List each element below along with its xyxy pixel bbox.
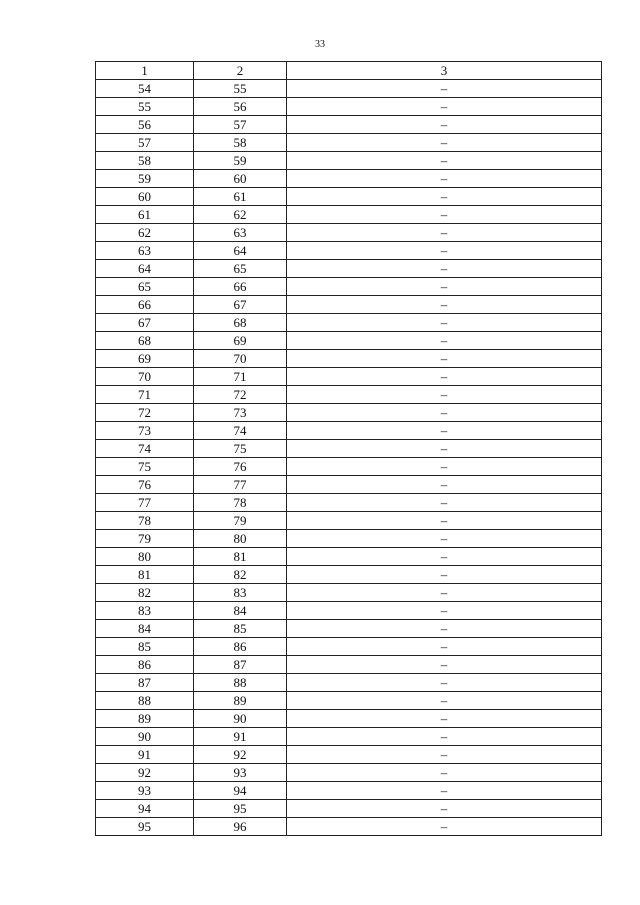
cell-col-2: 91	[194, 728, 287, 746]
cell-col-2: 95	[194, 800, 287, 818]
cell-col-2: 78	[194, 494, 287, 512]
cell-col-1: 86	[96, 656, 194, 674]
cell-col-3: –	[287, 152, 602, 170]
cell-col-1: 55	[96, 98, 194, 116]
cell-col-1: 87	[96, 674, 194, 692]
cell-col-1: 91	[96, 746, 194, 764]
table-row	[96, 782, 602, 800]
table-row	[96, 422, 602, 440]
table-row	[96, 818, 602, 836]
cell-col-1: 65	[96, 278, 194, 296]
cell-col-2: 59	[194, 152, 287, 170]
cell-col-2: 81	[194, 548, 287, 566]
cell-col-1: 57	[96, 134, 194, 152]
cell-col-1: 72	[96, 404, 194, 422]
cell-col-3: –	[287, 638, 602, 656]
table-row	[96, 188, 602, 206]
cell-col-2: 65	[194, 260, 287, 278]
table-row	[96, 116, 602, 134]
table-row	[96, 566, 602, 584]
cell-col-3: –	[287, 404, 602, 422]
cell-col-2: 83	[194, 584, 287, 602]
cell-col-1: 59	[96, 170, 194, 188]
cell-col-1: 58	[96, 152, 194, 170]
cell-col-3: –	[287, 296, 602, 314]
cell-col-3: –	[287, 782, 602, 800]
cell-col-1: 94	[96, 800, 194, 818]
cell-col-3: –	[287, 656, 602, 674]
cell-col-3: –	[287, 620, 602, 638]
cell-col-1: 68	[96, 332, 194, 350]
cell-col-2: 60	[194, 170, 287, 188]
cell-col-3: –	[287, 548, 602, 566]
cell-col-3: –	[287, 332, 602, 350]
cell-col-3: –	[287, 728, 602, 746]
table-row	[96, 710, 602, 728]
table-row	[96, 458, 602, 476]
table-row	[96, 620, 602, 638]
table-row	[96, 728, 602, 746]
cell-col-2: 84	[194, 602, 287, 620]
cell-col-2: 90	[194, 710, 287, 728]
table-row	[96, 602, 602, 620]
cell-col-3: –	[287, 800, 602, 818]
cell-col-3: –	[287, 224, 602, 242]
cell-col-1: 61	[96, 206, 194, 224]
table-row	[96, 350, 602, 368]
cell-col-2: 75	[194, 440, 287, 458]
cell-col-2: 64	[194, 242, 287, 260]
cell-col-2: 80	[194, 530, 287, 548]
cell-col-3: –	[287, 710, 602, 728]
cell-col-2: 56	[194, 98, 287, 116]
cell-col-3: –	[287, 692, 602, 710]
cell-col-1: 89	[96, 710, 194, 728]
table-row	[96, 242, 602, 260]
cell-col-3: –	[287, 764, 602, 782]
table-body	[96, 80, 602, 836]
table-row	[96, 332, 602, 350]
cell-col-2: 68	[194, 314, 287, 332]
cell-col-2: 61	[194, 188, 287, 206]
cell-col-1: 66	[96, 296, 194, 314]
cell-col-3: –	[287, 422, 602, 440]
cell-col-1: 95	[96, 818, 194, 836]
column-header-2: 2	[194, 62, 287, 80]
cell-col-3: –	[287, 494, 602, 512]
cell-col-3: –	[287, 134, 602, 152]
table-row	[96, 638, 602, 656]
cell-col-3: –	[287, 674, 602, 692]
cell-col-2: 96	[194, 818, 287, 836]
cell-col-1: 69	[96, 350, 194, 368]
cell-col-1: 56	[96, 116, 194, 134]
table-row	[96, 314, 602, 332]
cell-col-3: –	[287, 584, 602, 602]
table-row	[96, 656, 602, 674]
cell-col-1: 80	[96, 548, 194, 566]
column-header-1: 1	[96, 62, 194, 80]
cell-col-2: 87	[194, 656, 287, 674]
cell-col-2: 77	[194, 476, 287, 494]
cell-col-1: 84	[96, 620, 194, 638]
table-row	[96, 494, 602, 512]
cell-col-2: 72	[194, 386, 287, 404]
cell-col-1: 82	[96, 584, 194, 602]
cell-col-3: –	[287, 278, 602, 296]
cell-col-3: –	[287, 602, 602, 620]
cell-col-2: 63	[194, 224, 287, 242]
table-row	[96, 746, 602, 764]
cell-col-1: 92	[96, 764, 194, 782]
table-row	[96, 800, 602, 818]
cell-col-3: –	[287, 386, 602, 404]
cell-col-3: –	[287, 368, 602, 386]
cell-col-2: 94	[194, 782, 287, 800]
cell-col-3: –	[287, 314, 602, 332]
table-row	[96, 764, 602, 782]
cell-col-1: 60	[96, 188, 194, 206]
cell-col-2: 85	[194, 620, 287, 638]
cell-col-3: –	[287, 818, 602, 836]
cell-col-2: 74	[194, 422, 287, 440]
table-row	[96, 386, 602, 404]
cell-col-3: –	[287, 98, 602, 116]
cell-col-2: 58	[194, 134, 287, 152]
cell-col-3: –	[287, 116, 602, 134]
cell-col-1: 64	[96, 260, 194, 278]
data-table	[95, 61, 602, 836]
cell-col-2: 70	[194, 350, 287, 368]
cell-col-1: 74	[96, 440, 194, 458]
table-row	[96, 476, 602, 494]
table-row	[96, 296, 602, 314]
cell-col-2: 67	[194, 296, 287, 314]
cell-col-2: 88	[194, 674, 287, 692]
cell-col-1: 63	[96, 242, 194, 260]
table-row	[96, 440, 602, 458]
table-row	[96, 134, 602, 152]
table-header-row	[96, 62, 602, 80]
cell-col-1: 83	[96, 602, 194, 620]
table-row	[96, 206, 602, 224]
cell-col-3: –	[287, 80, 602, 98]
cell-col-2: 79	[194, 512, 287, 530]
cell-col-3: –	[287, 440, 602, 458]
cell-col-3: –	[287, 746, 602, 764]
table-row	[96, 98, 602, 116]
table-row	[96, 548, 602, 566]
cell-col-3: –	[287, 170, 602, 188]
cell-col-2: 73	[194, 404, 287, 422]
table-row	[96, 80, 602, 98]
cell-col-2: 82	[194, 566, 287, 584]
cell-col-1: 78	[96, 512, 194, 530]
cell-col-2: 66	[194, 278, 287, 296]
cell-col-2: 71	[194, 368, 287, 386]
cell-col-2: 92	[194, 746, 287, 764]
table-row	[96, 530, 602, 548]
cell-col-1: 54	[96, 80, 194, 98]
cell-col-1: 90	[96, 728, 194, 746]
cell-col-1: 79	[96, 530, 194, 548]
cell-col-1: 70	[96, 368, 194, 386]
cell-col-1: 93	[96, 782, 194, 800]
cell-col-2: 57	[194, 116, 287, 134]
table-row	[96, 152, 602, 170]
cell-col-3: –	[287, 206, 602, 224]
cell-col-1: 88	[96, 692, 194, 710]
table-row	[96, 512, 602, 530]
table-row	[96, 278, 602, 296]
cell-col-3: –	[287, 458, 602, 476]
cell-col-3: –	[287, 476, 602, 494]
table-row	[96, 404, 602, 422]
table-row	[96, 260, 602, 278]
cell-col-2: 76	[194, 458, 287, 476]
cell-col-3: –	[287, 530, 602, 548]
cell-col-1: 76	[96, 476, 194, 494]
cell-col-2: 62	[194, 206, 287, 224]
table-row	[96, 674, 602, 692]
cell-col-1: 81	[96, 566, 194, 584]
table-row	[96, 692, 602, 710]
table-row	[96, 224, 602, 242]
cell-col-1: 67	[96, 314, 194, 332]
cell-col-1: 71	[96, 386, 194, 404]
cell-col-3: –	[287, 512, 602, 530]
cell-col-2: 89	[194, 692, 287, 710]
cell-col-3: –	[287, 188, 602, 206]
cell-col-2: 86	[194, 638, 287, 656]
cell-col-3: –	[287, 350, 602, 368]
cell-col-2: 69	[194, 332, 287, 350]
cell-col-3: –	[287, 566, 602, 584]
cell-col-1: 75	[96, 458, 194, 476]
cell-col-2: 93	[194, 764, 287, 782]
table-row	[96, 368, 602, 386]
cell-col-1: 73	[96, 422, 194, 440]
cell-col-3: –	[287, 242, 602, 260]
cell-col-1: 77	[96, 494, 194, 512]
cell-col-1: 85	[96, 638, 194, 656]
cell-col-2: 55	[194, 80, 287, 98]
cell-col-1: 62	[96, 224, 194, 242]
table-row	[96, 170, 602, 188]
table-row	[96, 584, 602, 602]
cell-col-3: –	[287, 260, 602, 278]
page-number: 33	[315, 39, 325, 50]
column-header-3: 3	[287, 62, 602, 80]
